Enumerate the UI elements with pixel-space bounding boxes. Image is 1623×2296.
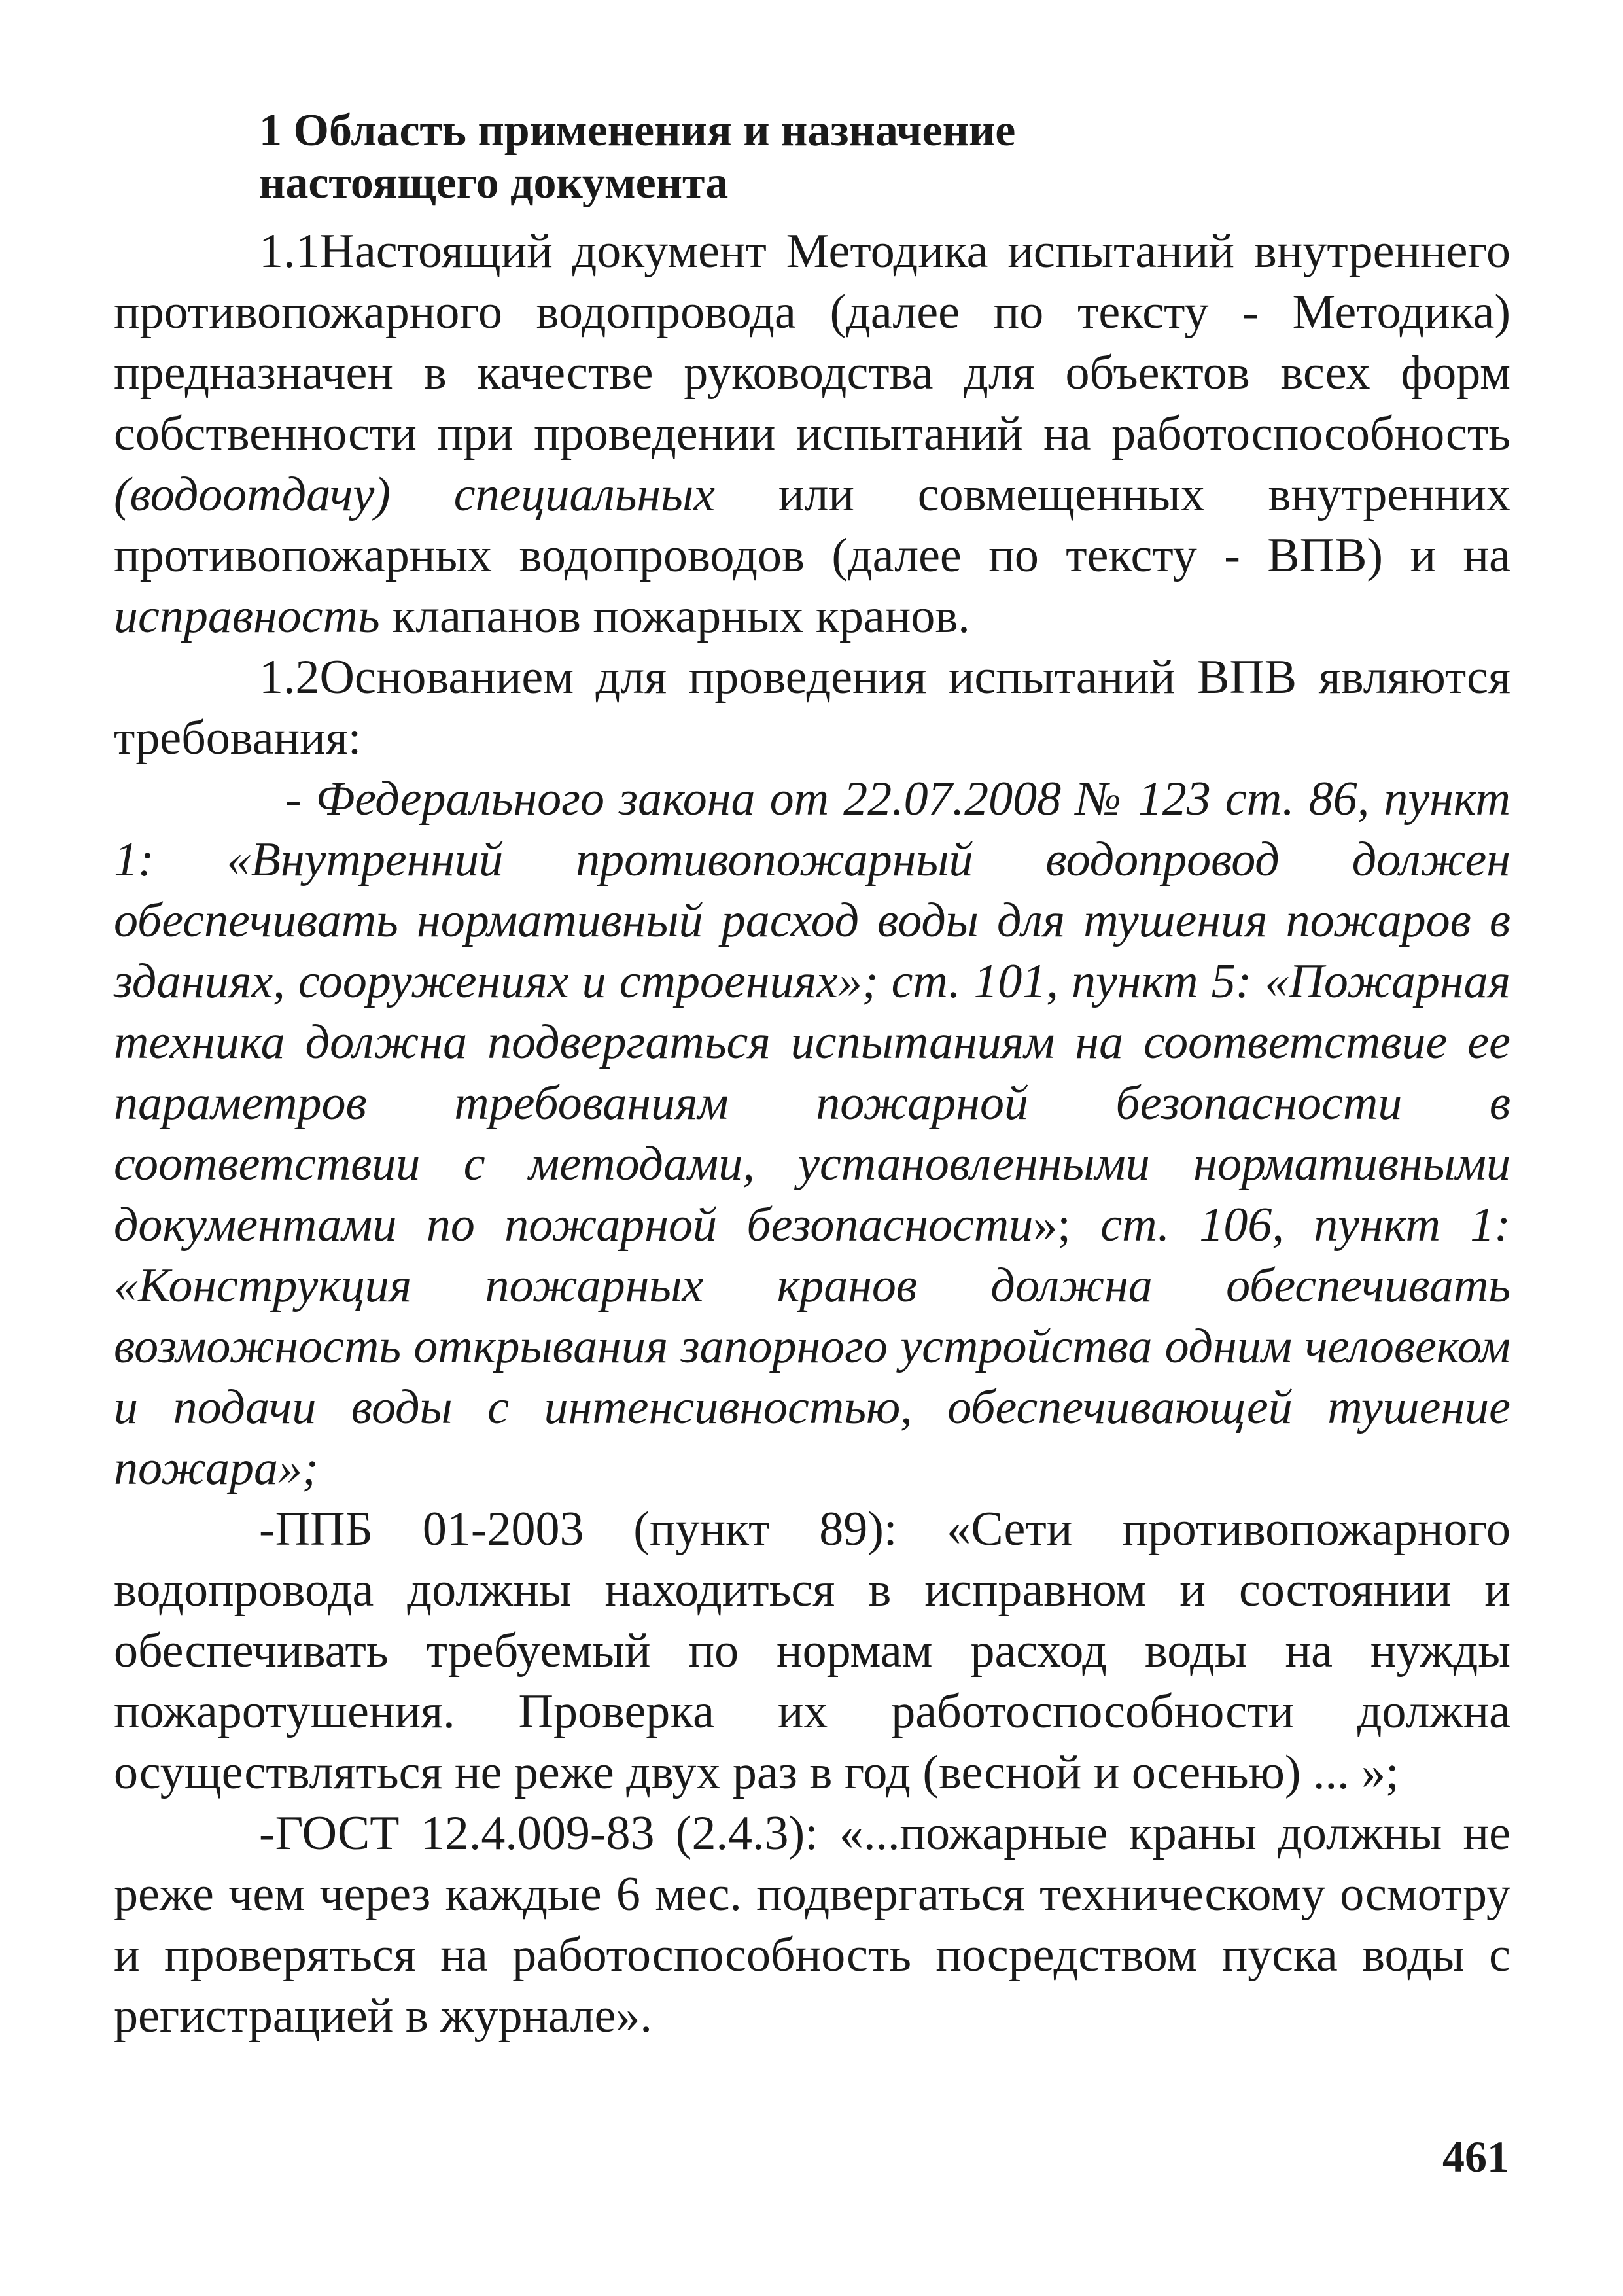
federal-law-requirement xyxy=(114,769,1510,1499)
page-number: 461 xyxy=(1442,2132,1509,2181)
paragraph-number: 1.1 xyxy=(259,224,320,278)
gost-requirement: -ГОСТ 12.4.009-83 (2.4.3): «...пожарные краны должны не реже чем через каждые 6 мес. подвергаться техническому осмотру и проверяться на работоспособность посредством пуска воды с регистрацией в журнале». xyxy=(114,1807,1510,2043)
paragraph-text: Основанием для проведения испытаний ВПВ являются требования: xyxy=(114,650,1510,765)
federal-law-separator: »; xyxy=(1033,1198,1101,1252)
section-heading xyxy=(259,105,1510,209)
paragraph-1-2 xyxy=(114,647,1510,769)
paragraph-1-1 xyxy=(114,221,1510,647)
section-heading-line-1: 1 Область применения и назначение xyxy=(259,105,1016,156)
paragraph-text: Настоящий документ Методика испытаний внутреннего противопожарного водопровода (далее по тексту - Методика) предназначен в качестве руководства для объектов всех форм собственности при проведении испытаний на работоспособность xyxy=(114,224,1510,461)
paragraph-number: 1.2 xyxy=(259,650,320,704)
paragraph-text: или совмещенных внутренних противопожарных водопроводов (далее по тексту - ВПВ) и на xyxy=(114,468,1510,582)
federal-law-quote-2: ст. 106, пункт 1: «Конструкция пожарных кранов должна обеспечивать возможность открывания запорного устройства одним человеком и подачи воды с интенсивностью, обеспечивающей тушение пожара»; xyxy=(114,1198,1511,1495)
paragraph-text: клапанов пожарных кранов. xyxy=(379,590,970,643)
ppb-requirement: -ППБ 01-2003 (пункт 89): «Сети противопожарного водопровода должны находиться в исправном и состоянии и обеспечивать требуемый по нормам расход воды на нужды пожаротушения. Проверка их работоспособности должна осуществляться не реже двух раз в год (весной и осенью) ... »; xyxy=(114,1502,1510,1799)
federal-law-quote: - Федерального закона от 22.07.2008 № 123 ст. 86, пункт 1: «Внутренний противопожарный водопровод должен обеспечивать нормативный расход воды для тушения пожаров в зданиях, сооружениях и строениях»; ст. 101, пункт 5: «Пожарная техника должна подвергаться испытаниям на соответствие ее параметров требованиям пожарной безопасности в соответствии с методами, установленными нормативными документами по пожарной безопасности xyxy=(114,772,1510,1252)
italic-emphasis: исправность xyxy=(114,590,380,643)
italic-emphasis: (водоотдачу) специальных xyxy=(114,468,716,521)
section-heading-line-2: настоящего документа xyxy=(259,158,729,208)
